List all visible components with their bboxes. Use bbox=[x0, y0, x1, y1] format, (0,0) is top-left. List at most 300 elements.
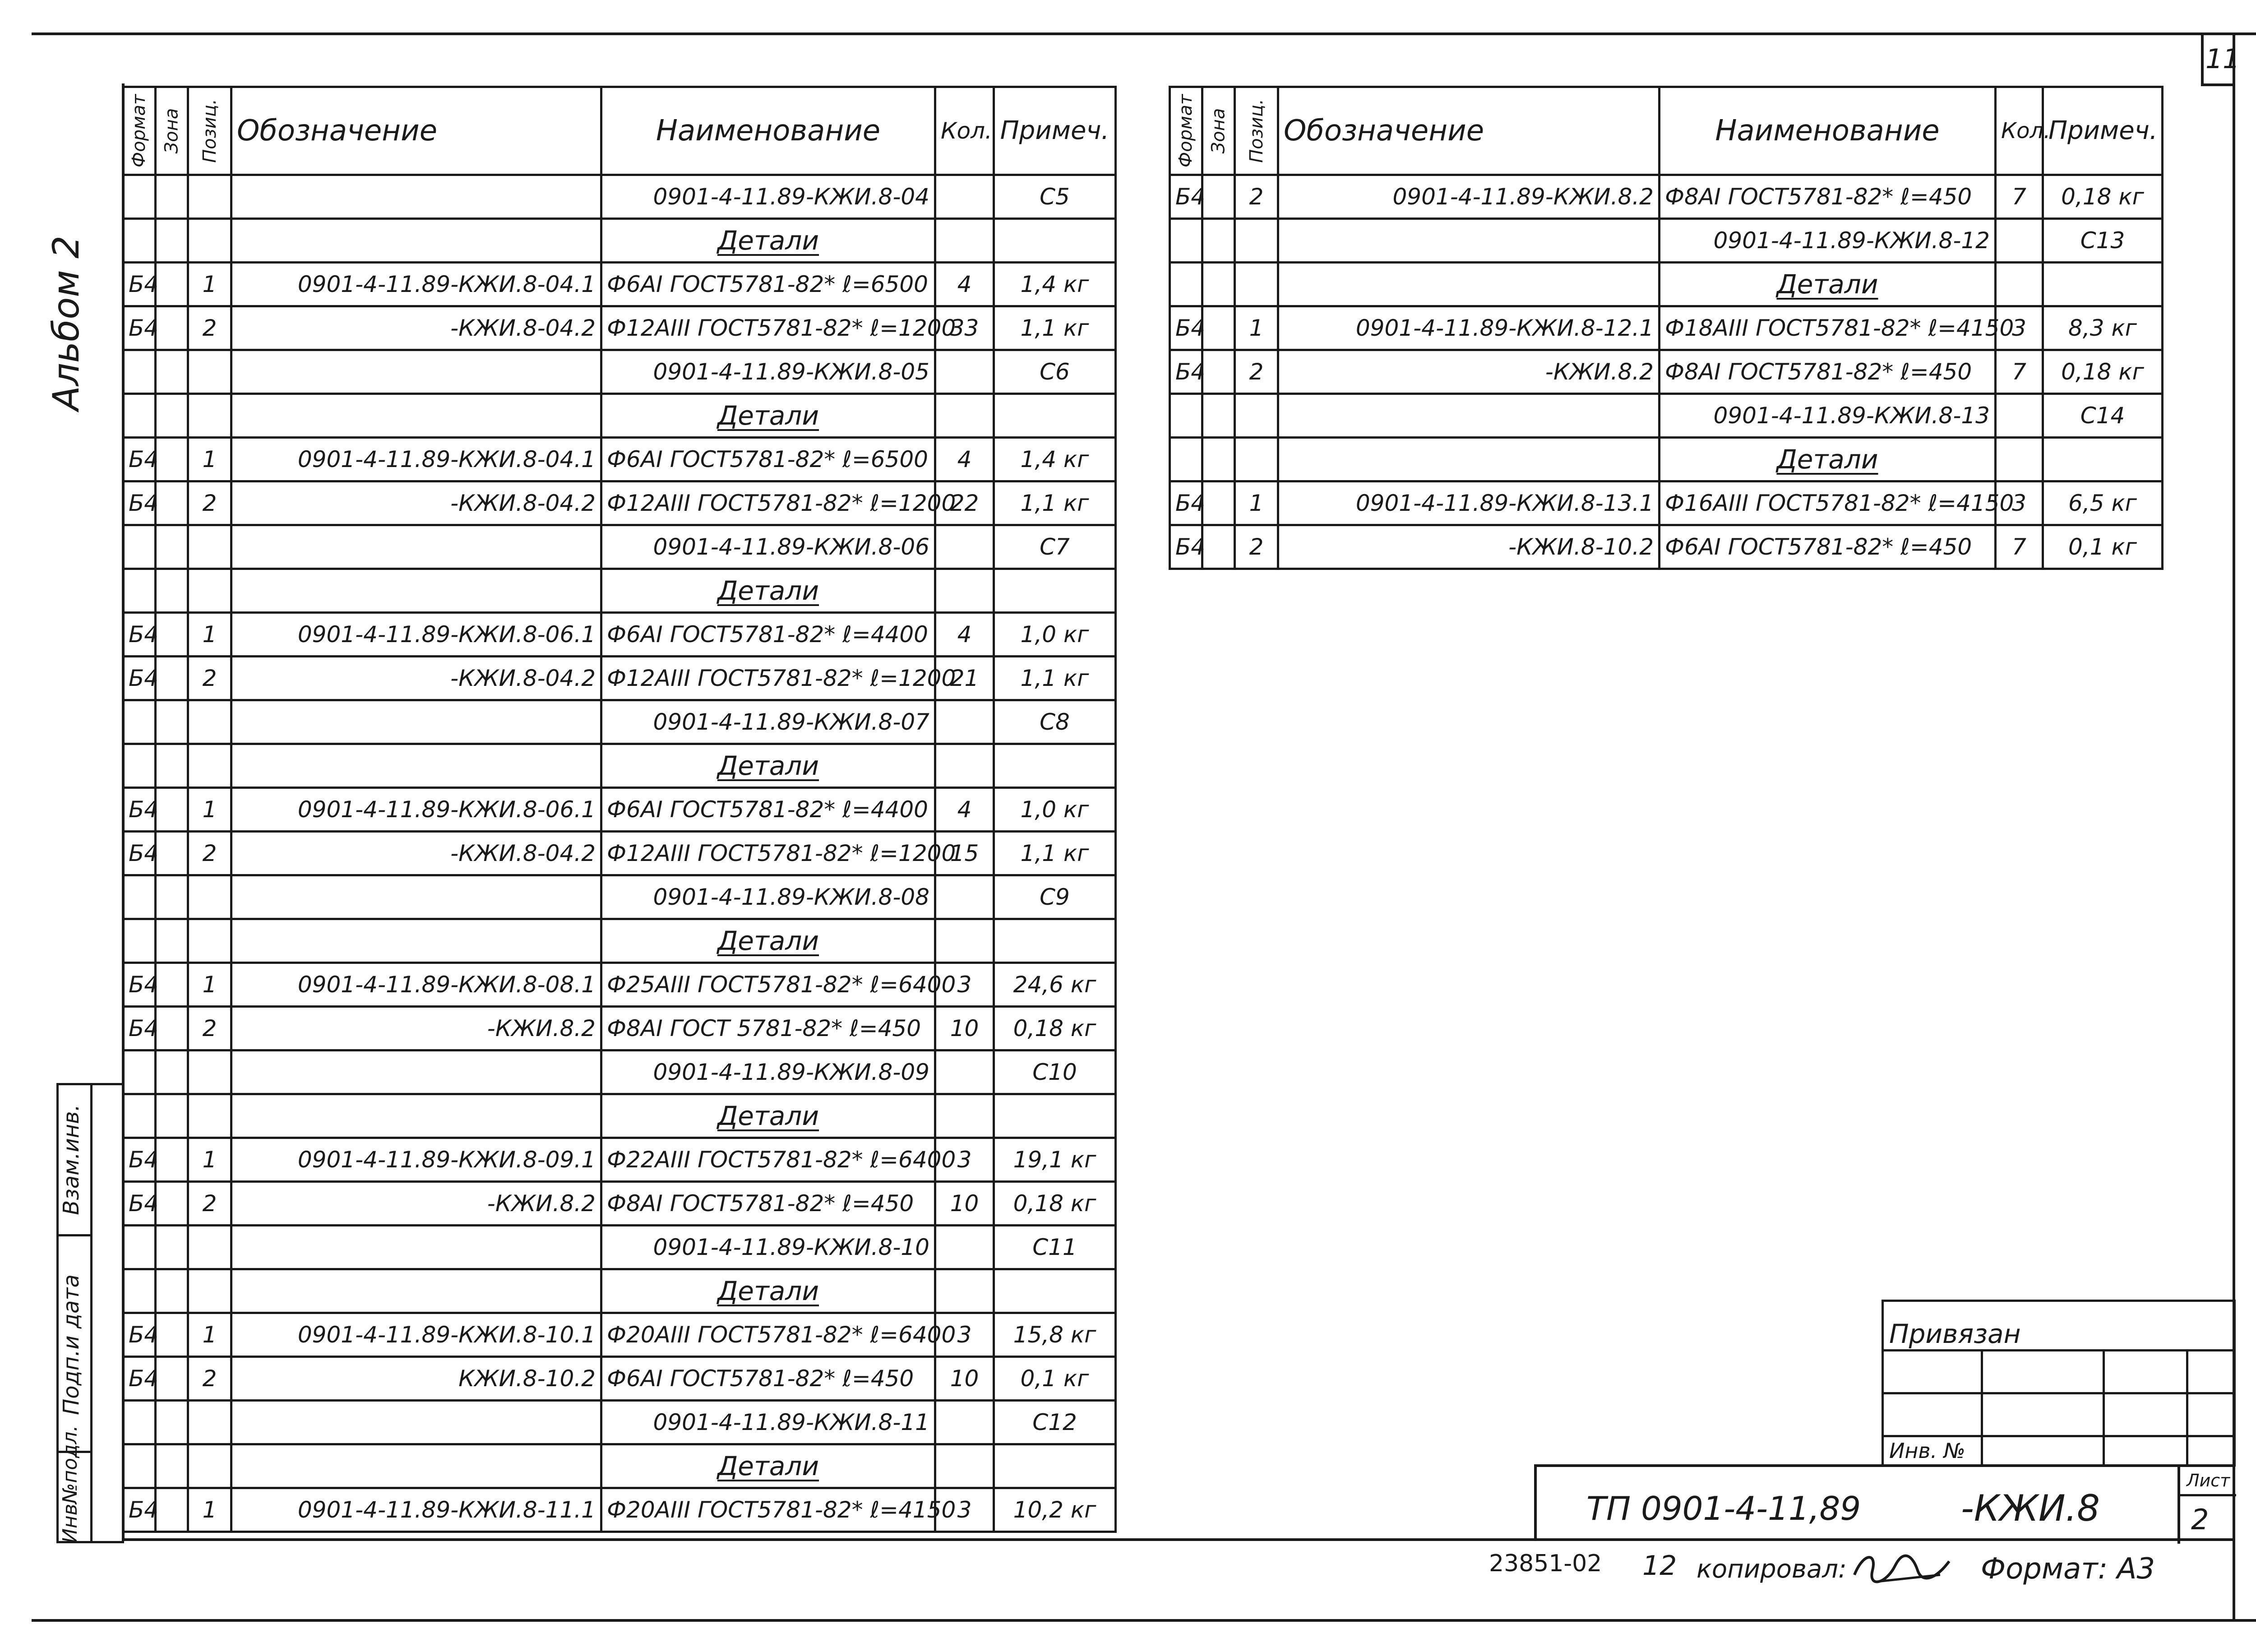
designation-cell: 0901-4-11.89-КЖИ.8-12.1 bbox=[1278, 306, 1660, 350]
assembly-name-cell: 0901-4-11.89-КЖИ.8-04 bbox=[601, 175, 935, 219]
position-cell: 1 bbox=[188, 613, 231, 657]
table-row bbox=[123, 788, 1116, 832]
note-cell bbox=[994, 1094, 1116, 1138]
stamp-sign-date: Подп.и дата bbox=[59, 1274, 84, 1415]
stamp-cell bbox=[2104, 1351, 2187, 1393]
col-qty: Кол. bbox=[1996, 87, 2043, 175]
note-cell: С8 bbox=[994, 700, 1116, 744]
section-row bbox=[123, 919, 1116, 963]
col-pos: Позиц. bbox=[188, 87, 231, 175]
format-cell bbox=[1170, 394, 1202, 438]
format-cell: Б4 bbox=[123, 832, 156, 875]
designation-cell: -КЖИ.8-04.2 bbox=[231, 481, 601, 525]
assembly-name-cell: 0901-4-11.89-КЖИ.8-12 bbox=[1660, 219, 1996, 263]
qty-cell bbox=[935, 1401, 994, 1444]
format-cell: Б4 bbox=[1170, 350, 1202, 394]
qty-cell: 7 bbox=[1996, 350, 2043, 394]
assembly-name-cell: 0901-4-11.89-КЖИ.8-05 bbox=[601, 350, 935, 394]
page-number-box bbox=[2201, 32, 2240, 86]
zone-cell bbox=[156, 1007, 188, 1050]
table-row bbox=[123, 1313, 1116, 1357]
section-heading: Детали bbox=[717, 575, 819, 606]
qty-cell bbox=[935, 1444, 994, 1488]
assembly-row bbox=[123, 700, 1116, 744]
col-name: Наименование bbox=[601, 87, 935, 175]
name-cell: Ф6АI ГОСТ5781-82* ℓ=4400 bbox=[601, 613, 935, 657]
designation-cell bbox=[231, 219, 601, 263]
col-note: Примеч. bbox=[2043, 87, 2163, 175]
header-row bbox=[123, 87, 1116, 175]
note-cell: С12 bbox=[994, 1401, 1116, 1444]
position-cell: 2 bbox=[188, 657, 231, 700]
format-cell bbox=[123, 350, 156, 394]
qty-cell bbox=[935, 394, 994, 438]
designation-cell bbox=[231, 569, 601, 613]
table-row bbox=[123, 1007, 1116, 1050]
note-cell: 8,3 кг bbox=[2043, 306, 2163, 350]
note-cell bbox=[994, 219, 1116, 263]
position-cell bbox=[1235, 263, 1278, 306]
format-cell: Б4 bbox=[123, 613, 156, 657]
col-format: Формат bbox=[1170, 87, 1202, 175]
section-heading-cell bbox=[601, 219, 935, 263]
note-cell bbox=[994, 394, 1116, 438]
section-heading: Детали bbox=[717, 1451, 819, 1481]
assembly-row bbox=[123, 875, 1116, 919]
section-heading: Детали bbox=[717, 400, 819, 431]
inv-label: Инв. № bbox=[1883, 1436, 1982, 1466]
note-cell: 19,1 кг bbox=[994, 1138, 1116, 1182]
position-cell bbox=[188, 394, 231, 438]
name-cell: Ф6АI ГОСТ5781-82* ℓ=450 bbox=[601, 1357, 935, 1401]
designation-cell bbox=[231, 700, 601, 744]
designation-cell: 0901-4-11.89-КЖИ.8-13.1 bbox=[1278, 481, 1660, 525]
zone-cell bbox=[156, 481, 188, 525]
stamp-cell bbox=[2187, 1393, 2235, 1436]
note-cell: 1,1 кг bbox=[994, 657, 1116, 700]
assembly-row bbox=[123, 350, 1116, 394]
zone-cell bbox=[156, 1357, 188, 1401]
zone-cell bbox=[156, 963, 188, 1007]
col-zone: Зона bbox=[1202, 87, 1235, 175]
qty-cell bbox=[935, 1226, 994, 1269]
stamp-cell bbox=[2187, 1436, 2235, 1466]
table-row bbox=[1170, 481, 2163, 525]
qty-cell: 4 bbox=[935, 613, 994, 657]
position-cell bbox=[188, 350, 231, 394]
col-designation: Обозначение bbox=[1278, 87, 1660, 175]
zone-cell bbox=[156, 700, 188, 744]
zone-cell bbox=[156, 263, 188, 306]
note-cell bbox=[2043, 263, 2163, 306]
table-row bbox=[123, 481, 1116, 525]
zone-cell bbox=[156, 1226, 188, 1269]
format-cell: Б4 bbox=[123, 657, 156, 700]
qty-cell bbox=[1996, 438, 2043, 481]
position-cell: 2 bbox=[188, 1357, 231, 1401]
note-cell bbox=[994, 1269, 1116, 1313]
name-cell: Ф8АI ГОСТ5781-82* ℓ=450 bbox=[601, 1182, 935, 1226]
format-cell bbox=[123, 1444, 156, 1488]
stamp-inv-orig: Инв№подл. bbox=[59, 1425, 82, 1543]
designation-cell: 0901-4-11.89-КЖИ.8-04.1 bbox=[231, 438, 601, 481]
section-heading-cell bbox=[601, 1269, 935, 1313]
title-suffix: -КЖИ.8 bbox=[1961, 1487, 2100, 1529]
zone-cell bbox=[1202, 306, 1235, 350]
col-note: Примеч. bbox=[994, 87, 1116, 175]
qty-cell: 10 bbox=[935, 1182, 994, 1226]
table-row bbox=[123, 657, 1116, 700]
qty-cell: 4 bbox=[935, 438, 994, 481]
format-cell bbox=[123, 744, 156, 788]
format-cell: Б4 bbox=[1170, 481, 1202, 525]
note-cell: С10 bbox=[994, 1050, 1116, 1094]
qty-cell: 15 bbox=[935, 832, 994, 875]
footer-doc-no: 23851-02 bbox=[1489, 1550, 1602, 1577]
assembly-name-cell: 0901-4-11.89-КЖИ.8-08 bbox=[601, 875, 935, 919]
format-cell bbox=[123, 175, 156, 219]
qty-cell: 3 bbox=[935, 1488, 994, 1532]
qty-cell bbox=[935, 219, 994, 263]
zone-cell bbox=[1202, 350, 1235, 394]
note-cell: С9 bbox=[994, 875, 1116, 919]
section-row bbox=[123, 1094, 1116, 1138]
album-label: Альбом 2 bbox=[45, 236, 87, 411]
position-cell: 2 bbox=[1235, 525, 1278, 569]
note-cell: 1,0 кг bbox=[994, 788, 1116, 832]
section-row bbox=[123, 1444, 1116, 1488]
designation-cell: -КЖИ.8-04.2 bbox=[231, 832, 601, 875]
stamp-cell bbox=[2104, 1393, 2187, 1436]
zone-cell bbox=[156, 569, 188, 613]
designation-cell bbox=[1278, 219, 1660, 263]
sheet-number: 2 bbox=[2191, 1503, 2209, 1536]
note-cell: С6 bbox=[994, 350, 1116, 394]
copier-signature bbox=[1850, 1543, 1954, 1593]
position-cell bbox=[188, 1401, 231, 1444]
qty-cell: 3 bbox=[935, 1313, 994, 1357]
name-cell: Ф6АI ГОСТ5781-82* ℓ=6500 bbox=[601, 438, 935, 481]
format-cell: Б4 bbox=[123, 1313, 156, 1357]
qty-cell bbox=[935, 875, 994, 919]
section-heading: Детали bbox=[717, 1276, 819, 1306]
qty-cell: 7 bbox=[1996, 175, 2043, 219]
qty-cell: 22 bbox=[935, 481, 994, 525]
section-heading: Детали bbox=[717, 925, 819, 956]
note-cell bbox=[994, 569, 1116, 613]
position-cell: 1 bbox=[188, 788, 231, 832]
zone-cell bbox=[156, 1313, 188, 1357]
position-cell: 1 bbox=[188, 438, 231, 481]
position-cell: 2 bbox=[1235, 350, 1278, 394]
zone-cell bbox=[156, 1138, 188, 1182]
section-heading-cell bbox=[601, 744, 935, 788]
zone-cell bbox=[156, 875, 188, 919]
section-heading-cell bbox=[1660, 438, 1996, 481]
stamp-cell bbox=[1982, 1393, 2104, 1436]
format-cell bbox=[123, 700, 156, 744]
stamp-cell bbox=[1982, 1351, 2104, 1393]
table-row bbox=[1170, 525, 2163, 569]
zone-cell bbox=[156, 1488, 188, 1532]
zone-cell bbox=[156, 919, 188, 963]
section-row bbox=[1170, 263, 2163, 306]
format-cell: Б4 bbox=[123, 263, 156, 306]
format-cell bbox=[123, 875, 156, 919]
position-cell bbox=[188, 1269, 231, 1313]
designation-cell: -КЖИ.8-10.2 bbox=[1278, 525, 1660, 569]
format-cell: Б4 bbox=[1170, 525, 1202, 569]
table-row bbox=[1170, 175, 2163, 219]
position-cell bbox=[188, 1050, 231, 1094]
position-cell: 2 bbox=[188, 306, 231, 350]
zone-cell bbox=[156, 1444, 188, 1488]
designation-cell: -КЖИ.8.2 bbox=[1278, 350, 1660, 394]
format-cell: Б4 bbox=[123, 306, 156, 350]
position-cell bbox=[188, 700, 231, 744]
position-cell: 2 bbox=[188, 481, 231, 525]
designation-cell: 0901-4-11.89-КЖИ.8-10.1 bbox=[231, 1313, 601, 1357]
zone-cell bbox=[1202, 394, 1235, 438]
table-row bbox=[123, 1138, 1116, 1182]
designation-cell bbox=[231, 1401, 601, 1444]
stamp-cell bbox=[2104, 1436, 2187, 1466]
note-cell: 0,18 кг bbox=[2043, 350, 2163, 394]
note-cell bbox=[994, 1444, 1116, 1488]
col-pos: Позиц. bbox=[1235, 87, 1278, 175]
note-cell: 10,2 кг bbox=[994, 1488, 1116, 1532]
designation-cell: -КЖИ.8.2 bbox=[231, 1007, 601, 1050]
designation-cell: -КЖИ.8.2 bbox=[231, 1182, 601, 1226]
note-cell: 1,4 кг bbox=[994, 438, 1116, 481]
format-cell: Б4 bbox=[123, 1488, 156, 1532]
zone-cell bbox=[156, 1401, 188, 1444]
position-cell bbox=[188, 1094, 231, 1138]
table-row bbox=[123, 263, 1116, 306]
designation-cell bbox=[231, 1094, 601, 1138]
position-cell bbox=[188, 744, 231, 788]
note-cell: 0,1 кг bbox=[2043, 525, 2163, 569]
zone-cell bbox=[1202, 438, 1235, 481]
assembly-name-cell: 0901-4-11.89-КЖИ.8-11 bbox=[601, 1401, 935, 1444]
zone-cell bbox=[1202, 263, 1235, 306]
designation-cell: КЖИ.8-10.2 bbox=[231, 1357, 601, 1401]
zone-cell bbox=[156, 788, 188, 832]
stamp-cell bbox=[1883, 1351, 1982, 1393]
designation-cell bbox=[231, 744, 601, 788]
right-spec-table bbox=[1169, 86, 2164, 570]
assembly-name-cell: 0901-4-11.89-КЖИ.8-10 bbox=[601, 1226, 935, 1269]
name-cell: Ф18АIII ГОСТ5781-82* ℓ=4150 bbox=[1660, 306, 1996, 350]
note-cell: 1,0 кг bbox=[994, 613, 1116, 657]
table-row bbox=[123, 613, 1116, 657]
qty-cell bbox=[935, 744, 994, 788]
format-cell: Б4 bbox=[123, 1182, 156, 1226]
designation-cell bbox=[231, 1050, 601, 1094]
format-cell bbox=[1170, 219, 1202, 263]
table-row bbox=[123, 1357, 1116, 1401]
zone-cell bbox=[156, 350, 188, 394]
zone-cell bbox=[1202, 481, 1235, 525]
section-row bbox=[123, 744, 1116, 788]
position-cell bbox=[188, 219, 231, 263]
designation-cell: -КЖИ.8-04.2 bbox=[231, 657, 601, 700]
table-row bbox=[123, 1182, 1116, 1226]
zone-cell bbox=[156, 832, 188, 875]
note-cell bbox=[994, 744, 1116, 788]
format-cell bbox=[123, 394, 156, 438]
designation-cell bbox=[1278, 394, 1660, 438]
zone-cell bbox=[156, 175, 188, 219]
qty-cell: 3 bbox=[1996, 306, 2043, 350]
note-cell: С7 bbox=[994, 525, 1116, 569]
note-cell: С13 bbox=[2043, 219, 2163, 263]
assembly-name-cell: 0901-4-11.89-КЖИ.8-07 bbox=[601, 700, 935, 744]
name-cell: Ф6АI ГОСТ5781-82* ℓ=4400 bbox=[601, 788, 935, 832]
sheet-label: Лист bbox=[2187, 1471, 2230, 1490]
qty-cell: 4 bbox=[935, 263, 994, 306]
col-designation: Обозначение bbox=[231, 87, 601, 175]
stamp-inv-replace: Взам.инв. bbox=[59, 1104, 84, 1215]
format-cell: Б4 bbox=[123, 1357, 156, 1401]
zone-cell bbox=[1202, 175, 1235, 219]
format-cell bbox=[123, 919, 156, 963]
designation-cell: 0901-4-11.89-КЖИ.8-06.1 bbox=[231, 788, 601, 832]
zone-cell bbox=[156, 1269, 188, 1313]
format-cell bbox=[123, 525, 156, 569]
assembly-row bbox=[123, 1401, 1116, 1444]
assembly-row bbox=[1170, 394, 2163, 438]
position-cell: 2 bbox=[1235, 175, 1278, 219]
format-cell: Б4 bbox=[123, 481, 156, 525]
qty-cell: 3 bbox=[1996, 481, 2043, 525]
assembly-name-cell: 0901-4-11.89-КЖИ.8-13 bbox=[1660, 394, 1996, 438]
section-heading: Детали bbox=[1776, 269, 1878, 300]
zone-cell bbox=[156, 394, 188, 438]
title-block bbox=[1534, 1464, 2233, 1541]
col-name: Наименование bbox=[1660, 87, 1996, 175]
note-cell: 24,6 кг bbox=[994, 963, 1116, 1007]
qty-cell: 10 bbox=[935, 1357, 994, 1401]
designation-cell bbox=[231, 525, 601, 569]
note-cell: 0,18 кг bbox=[994, 1182, 1116, 1226]
designation-cell bbox=[231, 1269, 601, 1313]
assembly-row bbox=[123, 1050, 1116, 1094]
left-stamp bbox=[56, 1083, 124, 1543]
note-cell: 1,1 кг bbox=[994, 306, 1116, 350]
qty-cell: 3 bbox=[935, 1138, 994, 1182]
zone-cell bbox=[1202, 219, 1235, 263]
col-zone: Зона bbox=[156, 87, 188, 175]
format-cell bbox=[123, 1226, 156, 1269]
section-heading-cell bbox=[601, 569, 935, 613]
designation-cell: 0901-4-11.89-КЖИ.8.2 bbox=[1278, 175, 1660, 219]
position-cell: 1 bbox=[1235, 306, 1278, 350]
position-cell: 1 bbox=[188, 1138, 231, 1182]
designation-cell bbox=[231, 175, 601, 219]
section-heading-cell bbox=[601, 1444, 935, 1488]
designation-cell: 0901-4-11.89-КЖИ.8-06.1 bbox=[231, 613, 601, 657]
name-cell: Ф16АIII ГОСТ5781-82* ℓ=4150 bbox=[1660, 481, 1996, 525]
qty-cell bbox=[1996, 219, 2043, 263]
position-cell bbox=[188, 1226, 231, 1269]
zone-cell bbox=[156, 219, 188, 263]
zone-cell bbox=[156, 438, 188, 481]
format-cell: Б4 bbox=[123, 963, 156, 1007]
note-cell: 1,1 кг bbox=[994, 481, 1116, 525]
qty-cell bbox=[935, 350, 994, 394]
position-cell bbox=[1235, 394, 1278, 438]
assembly-name-cell: 0901-4-11.89-КЖИ.8-09 bbox=[601, 1050, 935, 1094]
footer-num: 12 bbox=[1642, 1550, 1677, 1582]
designation-cell bbox=[231, 1444, 601, 1488]
col-format: Формат bbox=[123, 87, 156, 175]
note-cell bbox=[994, 919, 1116, 963]
zone-cell bbox=[156, 657, 188, 700]
designation-cell: 0901-4-11.89-КЖИ.8-08.1 bbox=[231, 963, 601, 1007]
designation-cell: 0901-4-11.89-КЖИ.8-04.1 bbox=[231, 263, 601, 306]
zone-cell bbox=[156, 1094, 188, 1138]
zone-cell bbox=[156, 525, 188, 569]
top-border-line bbox=[32, 32, 2256, 35]
designation-cell: -КЖИ.8-04.2 bbox=[231, 306, 601, 350]
table-row bbox=[123, 963, 1116, 1007]
section-heading: Детали bbox=[717, 750, 819, 781]
position-cell: 2 bbox=[188, 1182, 231, 1226]
bottom-border-line bbox=[32, 1619, 2256, 1622]
position-cell bbox=[188, 175, 231, 219]
name-cell: Ф12АIII ГОСТ5781-82* ℓ=1200 bbox=[601, 832, 935, 875]
section-heading-cell bbox=[1660, 263, 1996, 306]
table-row bbox=[123, 438, 1116, 481]
format-cell bbox=[123, 219, 156, 263]
position-cell: 2 bbox=[188, 1007, 231, 1050]
zone-cell bbox=[156, 613, 188, 657]
page-number: 11 bbox=[2205, 43, 2240, 75]
qty-cell: 3 bbox=[935, 963, 994, 1007]
note-cell: 0,18 кг bbox=[2043, 175, 2163, 219]
position-cell bbox=[188, 919, 231, 963]
name-cell: Ф25АIII ГОСТ5781-82* ℓ=6400 bbox=[601, 963, 935, 1007]
format-cell: Б4 bbox=[1170, 306, 1202, 350]
section-row bbox=[1170, 438, 2163, 481]
zone-cell bbox=[156, 744, 188, 788]
table-row bbox=[1170, 350, 2163, 394]
section-heading: Детали bbox=[1776, 444, 1878, 475]
col-qty: Кол. bbox=[935, 87, 994, 175]
name-cell: Ф12АIII ГОСТ5781-82* ℓ=1200 bbox=[601, 306, 935, 350]
qty-cell bbox=[935, 919, 994, 963]
position-cell bbox=[188, 569, 231, 613]
format-cell: Б4 bbox=[1170, 175, 1202, 219]
format-cell bbox=[1170, 263, 1202, 306]
section-row bbox=[123, 1269, 1116, 1313]
format-cell bbox=[123, 1269, 156, 1313]
position-cell bbox=[188, 875, 231, 919]
name-cell: Ф12АIII ГОСТ5781-82* ℓ=1200 bbox=[601, 657, 935, 700]
qty-cell bbox=[935, 1094, 994, 1138]
assembly-row bbox=[123, 175, 1116, 219]
stamp-cell bbox=[1982, 1436, 2104, 1466]
note-cell: С5 bbox=[994, 175, 1116, 219]
footer-copied: копировал: bbox=[1697, 1555, 1847, 1584]
zone-cell bbox=[156, 306, 188, 350]
note-cell: С14 bbox=[2043, 394, 2163, 438]
name-cell: Ф6АI ГОСТ5781-82* ℓ=6500 bbox=[601, 263, 935, 306]
section-heading-cell bbox=[601, 1094, 935, 1138]
position-cell: 1 bbox=[188, 963, 231, 1007]
designation-cell bbox=[1278, 438, 1660, 481]
